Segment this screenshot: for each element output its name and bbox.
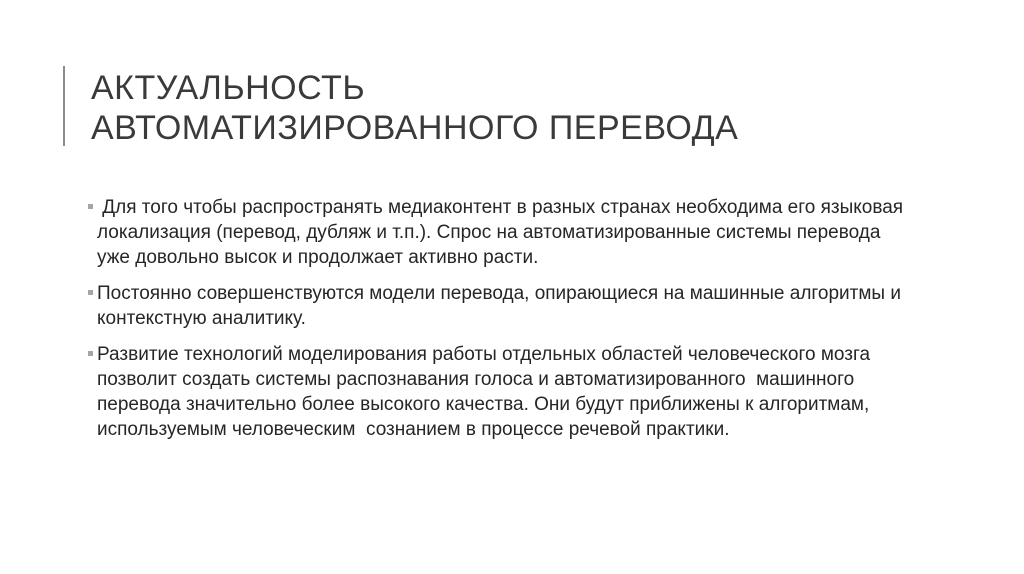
bullet-list — [88, 195, 908, 453]
bullet-item — [88, 342, 908, 442]
slide-title-line-2: АВТОМАТИЗИРОВАННОГО ПЕРЕВОДА — [91, 109, 739, 147]
slide-title — [91, 68, 971, 148]
square-bullet-icon — [88, 204, 93, 209]
bullet-item — [88, 195, 908, 270]
title-accent-bar — [63, 66, 65, 146]
square-bullet-icon — [88, 290, 93, 295]
bullet-text: Постоянно совершенствуются модели перевода, опирающиеся на машинные алгоритмы и контекстную аналитику. — [97, 283, 907, 329]
bullet-text: Развитие технологий моделирования работы отдельных областей человеческого мозга позволит создать системы распознавания голоса и автоматизированного машинного перевода значительно более высокого качества. Они будут приближены к алгоритмам, используемым человеческим сознанием в процессе речевой практики. — [97, 344, 876, 440]
bullet-item — [88, 281, 908, 331]
bullet-text: Для того чтобы распространять медиаконтент в разных странах необходима его языковая локализация (перевод, дубляж и т.п.). Спрос на автоматизированные системы перевода уже довольно высок и продолжает активно расти. — [97, 197, 909, 268]
square-bullet-icon — [88, 351, 93, 356]
slide-title-line-1: АКТУАЛЬНОСТЬ — [91, 69, 366, 107]
